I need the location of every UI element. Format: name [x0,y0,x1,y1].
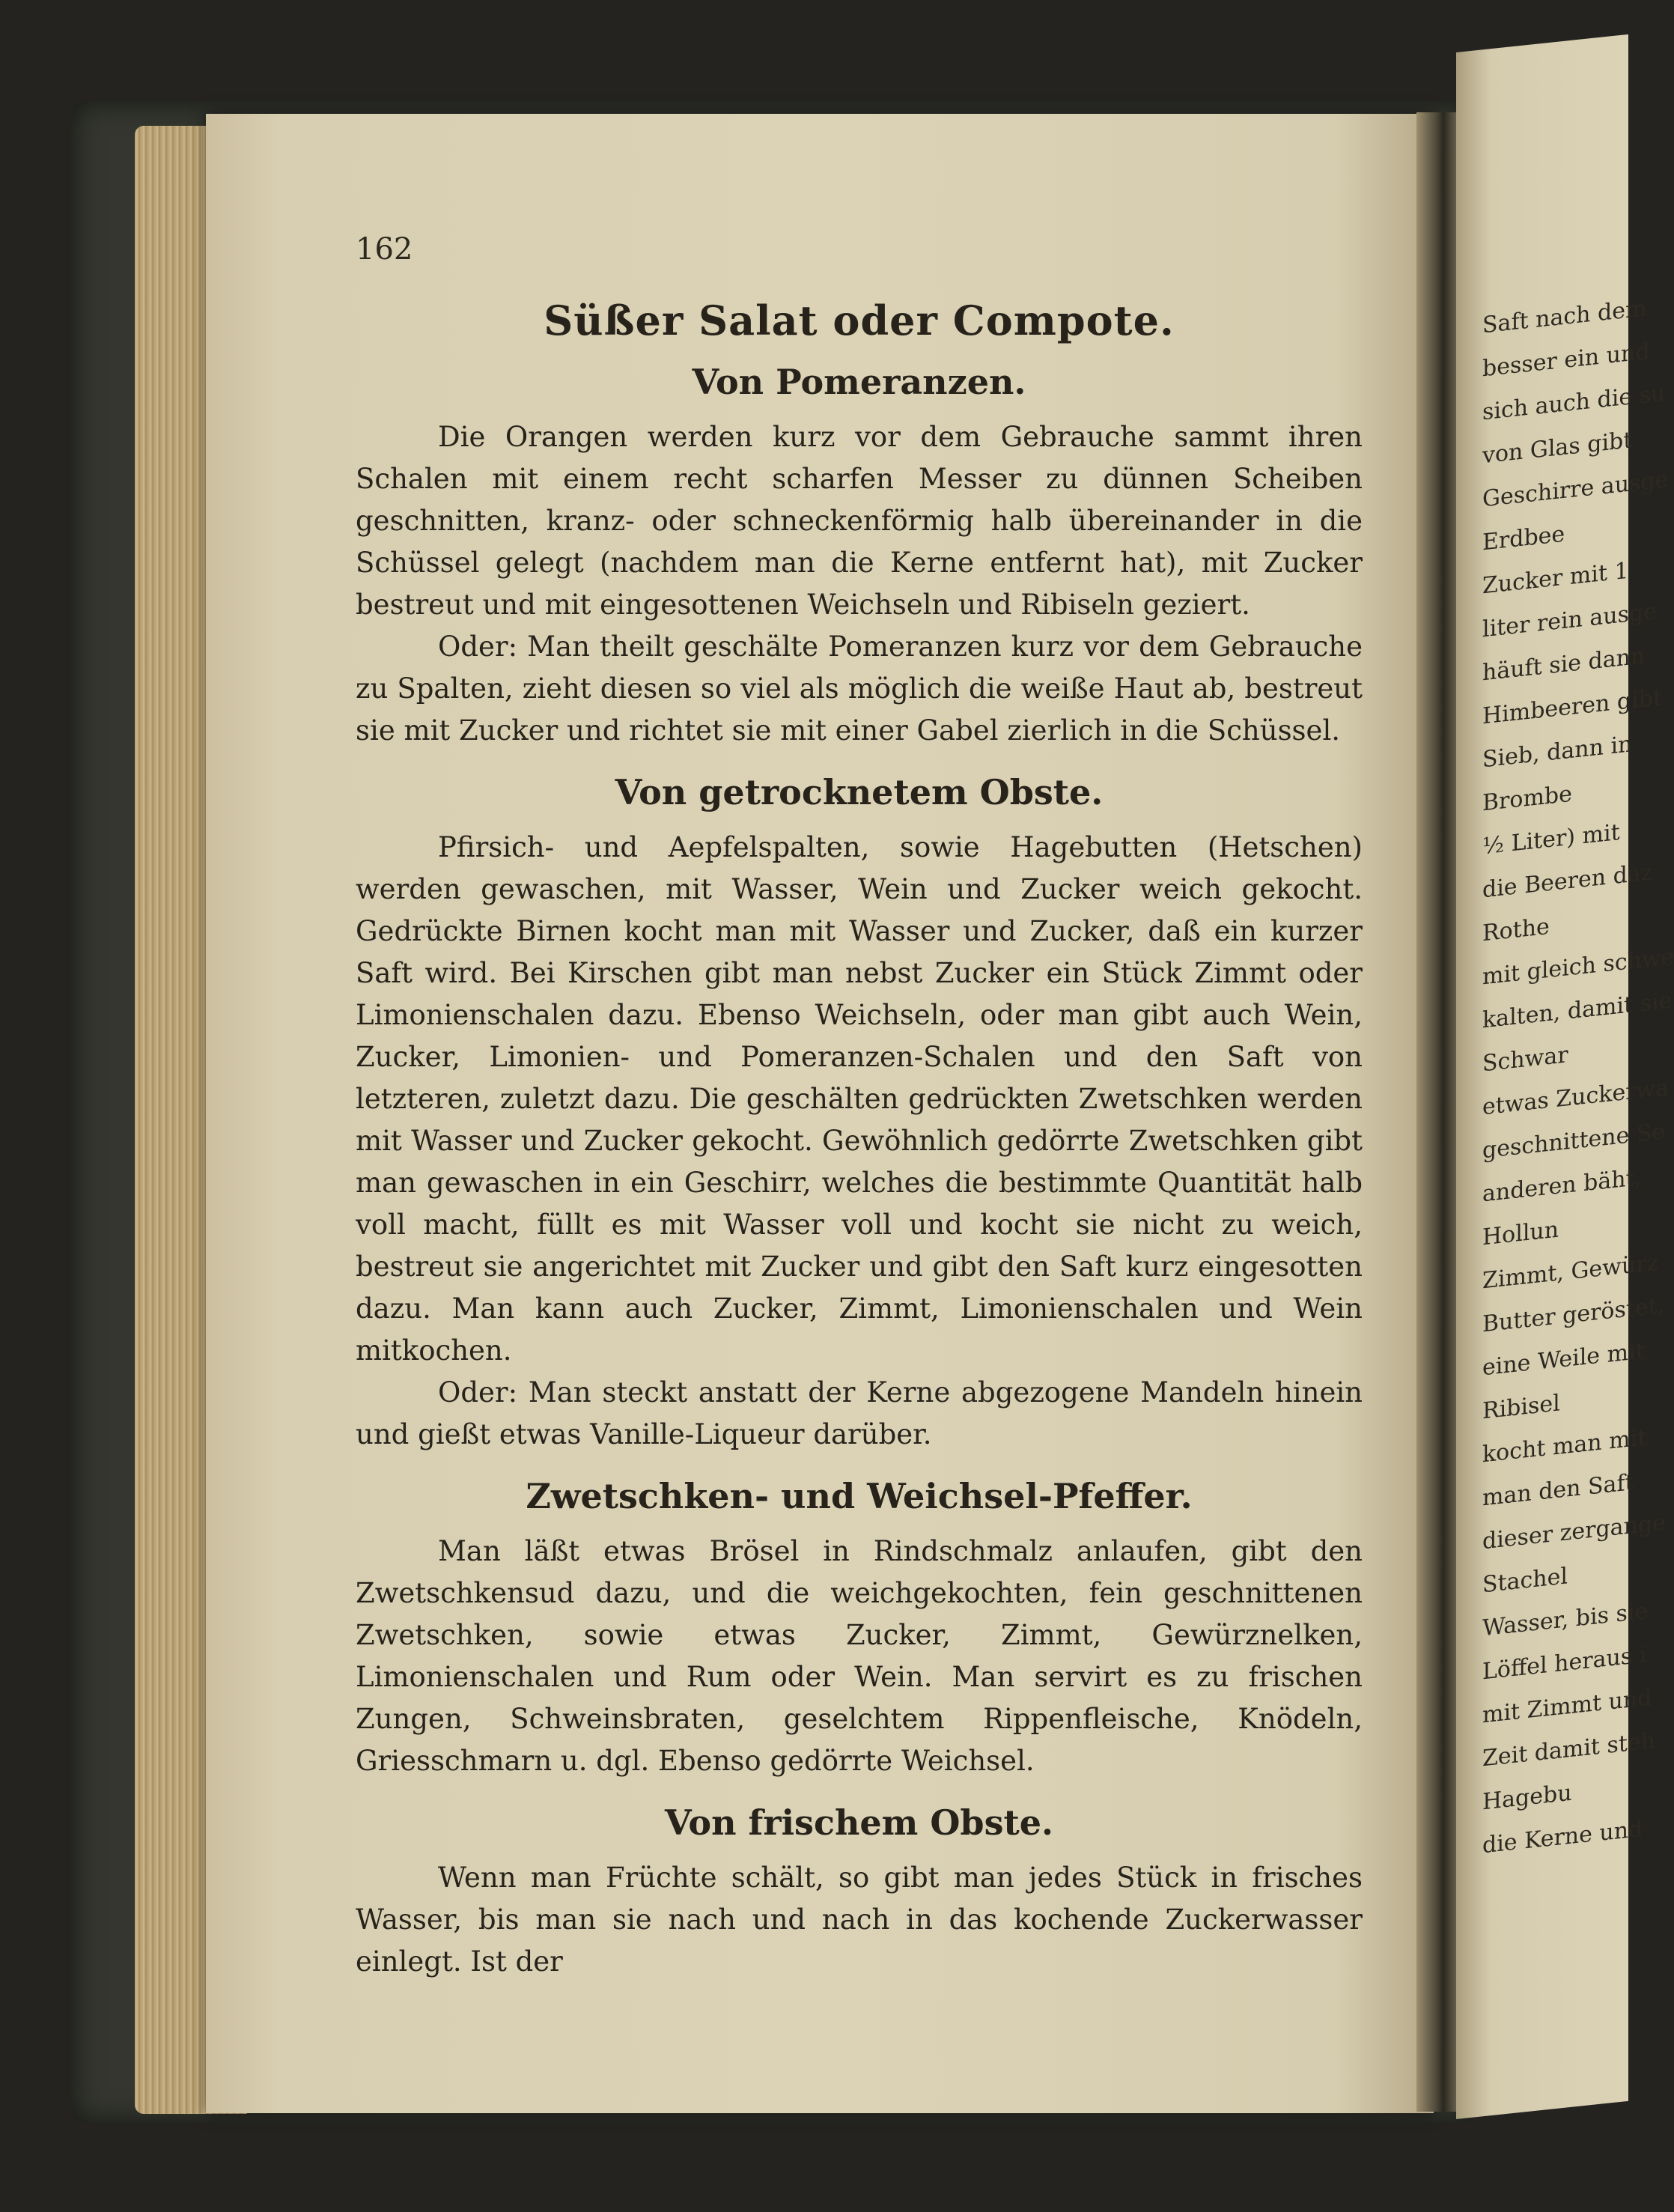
section-heading: Von Pomeranzen. [692,362,1026,402]
paragraph: Pfirsich- und Aepfelspalten, sowie Hagebutten (Hetschen) werden gewaschen, mit Wasser, Wein und Zucker weich gekocht. Gedrückte Birnen kocht man mit Wasser und Zucker, daß ein kurzer Saft wird. Bei Kirschen gibt man nebst Zucker ein Stück Zimmt oder Limonienschalen dazu. Ebenso Weichseln, oder man gibt auch Wein, Zucker, Limonien- und Pomeranzen-Schalen und den Saft von letzteren, zuletzt dazu. Die geschälten gedrückten Zwetschken werden mit Wasser und Zucker gekocht. Gewöhnlich gedörrte Zwetschken gibt man gewaschen in ein Geschirr, welches die bestimmte Quantität halb voll macht, füllt es mit Wasser voll und kocht sie nicht zu weich, bestreut sie angerichtet mit Zucker und gibt den Saft kurz eingesotten dazu. Man kann auch Zucker, Zimmt, Limonienschalen und Wein mitkochen. [356,831,1363,1367]
facing-page-line: Geschirre ausge [1482,467,1669,513]
facing-page-line: dieser zergange [1482,1509,1666,1555]
facing-page-line: ½ Liter) mit [1482,819,1620,860]
facing-page-line: Hagebu [1482,1779,1572,1816]
facing-page-line: Butter geröstet, [1482,1292,1665,1338]
paragraph: Oder: Man steckt anstatt der Kerne abgezogene Mandeln hinein und gießt etwas Vanille-Liqueur darüber. [356,1376,1363,1450]
facing-page-line: geschnittene Se [1482,1118,1666,1164]
facing-page-line: liter rein ausge [1482,598,1657,643]
facing-page-line: Himbeeren gibt [1482,684,1662,730]
facing-page-line: die Kerne und [1482,1815,1643,1859]
section-zwetschken-pfeffer [356,1475,1363,1782]
page-text [356,225,1363,1983]
facing-page-line: die Beeren daz [1482,859,1653,904]
facing-page-line: Erdbee [1482,520,1565,556]
facing-page-line: Saft nach dem [1482,295,1647,339]
facing-page-line: Zeit damit steh [1482,1728,1656,1772]
section-getrocknetem-obste [356,771,1363,1456]
facing-page-line: Löffel heraus i [1482,1641,1647,1686]
paragraph: Die Orangen werden kurz vor dem Gebrauche sammt ihren Schalen mit einem recht scharfen Messer zu dünnen Scheiben geschnitten, kranz- oder schneckenförmig halb übereinander in die Schüssel gelegt (nachdem man die Kerne entfernt hat), mit Zucker bestreut und mit eingesottenen Weichseln und Ribiseln geziert. [356,421,1363,621]
facing-page-line: häuft sie dann [1482,642,1646,687]
facing-page-line: Hollun [1482,1216,1559,1251]
section-heading: Zwetschken- und Weichsel-Pfeffer. [526,1476,1193,1516]
facing-page-line: Wasser, bis sie [1482,1598,1649,1642]
facing-page-line: Brombe [1482,780,1572,817]
facing-page-line: kocht man mit [1482,1424,1647,1468]
facing-page-line: kalten, damit sie [1482,987,1673,1034]
section-frischem-obste [356,1802,1363,1983]
page-title: Süßer Salat oder Compote. [544,297,1175,344]
section-heading: Von frischem Obste. [664,1802,1054,1843]
page-number: 162 [356,232,413,267]
facing-page-line: etwas Zuckerwa [1482,1075,1670,1121]
facing-page-line: mit Zimmt und [1482,1684,1652,1729]
facing-page-line: sich auch die su [1482,380,1666,426]
paragraph: Oder: Man theilt geschälte Pomeranzen kurz vor dem Gebrauche zu Spalten, zieht diesen so viel als möglich die weiße Haut ab, bestreut sie mit Zucker und richtet sie mit einer Gabel zierlich in die Schüssel. [356,631,1363,747]
section-pomeranzen [356,361,1363,752]
right-page [1456,34,1674,2119]
facing-page-line: Rothe [1482,913,1550,947]
facing-page-line: Ribisel [1482,1390,1560,1425]
paragraph: Man läßt etwas Brösel in Rindschmalz anlaufen, gibt den Zwetschkensud dazu, und die weichgekochten, fein geschnittenen Zwetschken, sowie etwas Zucker, Zimmt, Gewürznelken, Limonienschalen und Rum oder Wein. Man servirt es zu frischen Zungen, Schweinsbraten, geselchtem Rippenfleische, Knödeln, Griesschmarn u. dgl. Ebenso gedörrte Weichsel. [356,1535,1363,1777]
section-heading: Von getrocknetem Obste. [615,772,1104,812]
facing-page-line: eine Weile mit [1482,1337,1645,1382]
facing-page-line: Stachel [1482,1563,1568,1599]
facing-page-line: Schwar [1482,1042,1568,1078]
facing-page-line: Zimmt, Gewürz [1482,1249,1659,1295]
facing-page-line: Sieb, dann in [1482,731,1633,774]
facing-page-text [1482,286,1674,1868]
facing-page-line: besser ein und [1482,338,1650,383]
paragraph: Wenn man Früchte schält, so gibt man jedes Stück in frisches Wasser, bis man sie nach und nach in das kochende Zuckerwasser einlegt. Ist der [356,1862,1363,1978]
facing-page-line: Zucker mit 1 [1482,557,1629,600]
facing-page-line: mit gleich schwe [1482,944,1674,991]
facing-page-line: anderen bäht, [1482,1164,1643,1208]
facing-page-line: man den Saft [1482,1469,1634,1512]
facing-page-line: von Glas gibt [1482,427,1633,470]
book-gutter [1416,112,1461,2112]
